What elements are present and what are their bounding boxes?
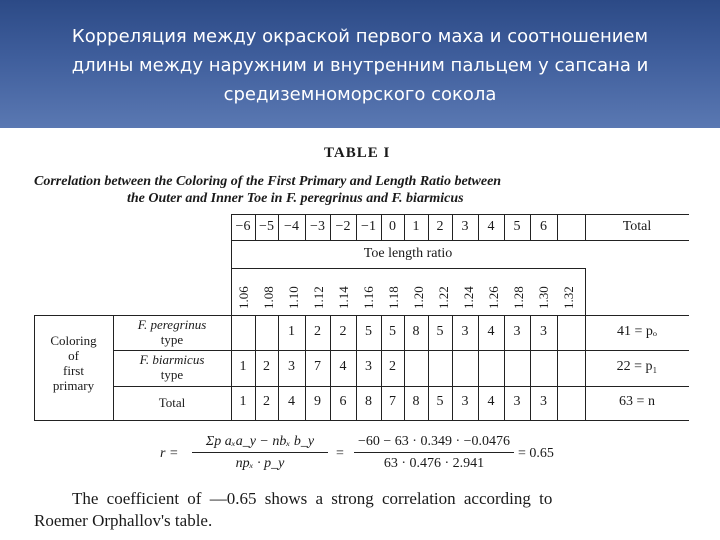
class-value-header: −5 (259, 219, 274, 234)
table-cell: 5 (436, 323, 444, 339)
table-rule (231, 240, 689, 241)
table-cell: 3 (288, 359, 295, 374)
table-cell: 4 (487, 323, 495, 339)
table-cell: 4 (487, 394, 495, 409)
formula-numerator-values: −60 − 63 · 0.349 · −0.0476 (357, 434, 510, 449)
ratio-label: 1.16 (361, 286, 376, 309)
formula-fraction-bar (354, 452, 514, 453)
table-cell: 3 (461, 394, 469, 409)
table-cell: 4 (339, 359, 347, 374)
table-caption-line: the Outer and Inner Toe in F. peregrinus and F. biarmicus (127, 191, 464, 206)
row-group-label-line: primary (52, 378, 95, 393)
row-total: 41 = pₒ (617, 323, 657, 339)
ratio-label: 1.12 (311, 286, 326, 309)
table-cell: 2 (339, 323, 347, 339)
table-cell: 3 (461, 323, 469, 339)
table-cell: 3 (513, 323, 521, 339)
table-rule (231, 214, 689, 215)
class-value-header: −2 (335, 219, 351, 234)
table-cell: 5 (436, 394, 444, 409)
table-cell: 2 (263, 359, 270, 374)
class-value-header: −4 (284, 219, 299, 234)
table-rule (113, 350, 689, 351)
table-cell: 8 (412, 323, 420, 339)
table-caption (34, 173, 704, 207)
row-label-line: F. peregrinus (137, 317, 207, 332)
formula-result: = 0.65 (518, 446, 554, 461)
slide-header (0, 0, 720, 128)
ratio-label: 1.26 (486, 286, 501, 309)
class-value-header: −6 (235, 219, 251, 234)
toe-length-ratio-label: Toe length ratio (363, 246, 453, 261)
ratio-label: 1.18 (386, 286, 401, 309)
ratio-label: 1.14 (336, 286, 351, 309)
class-value-header: 6 (540, 219, 547, 234)
table-rule (34, 420, 689, 421)
row-label (113, 395, 231, 410)
table-cell: 1 (288, 323, 295, 339)
table-rule (557, 315, 558, 420)
table-rule (231, 214, 232, 420)
table-cell: 7 (314, 359, 321, 374)
row-total: 63 = n (619, 394, 655, 409)
table-rule (557, 214, 558, 240)
class-value-header: −1 (361, 219, 376, 234)
table-cell: 5 (389, 323, 396, 339)
row-label-line: F. biarmicus (139, 352, 205, 367)
formula-equals: = (336, 446, 344, 461)
row-label (113, 352, 231, 382)
row-label-line: type (160, 332, 184, 347)
table-cell: 3 (513, 394, 521, 409)
class-value-header: 0 (389, 219, 396, 234)
table-cell: 2 (389, 359, 396, 374)
table-cell: 3 (540, 323, 547, 339)
table-cell: 4 (288, 394, 295, 409)
table-cell: 9 (314, 394, 321, 409)
table-cell: 8 (412, 394, 420, 409)
row-label-line: Total (158, 395, 186, 410)
table-cell: 7 (389, 394, 396, 409)
slide-title (20, 22, 700, 109)
total-header: Total (622, 219, 652, 234)
row-label-line: type (160, 367, 184, 382)
row-group-label-line: first (63, 363, 84, 378)
table-cell: 1 (239, 394, 247, 409)
table-rule (113, 386, 689, 387)
ratio-label: 1.08 (261, 286, 276, 309)
ratio-label: 1.24 (461, 286, 476, 309)
conclusion-text (34, 488, 704, 532)
row-group-label-line: Coloring (50, 333, 97, 348)
formula-numerator: Σp aₓa_y − nbₓ b_y (205, 434, 315, 449)
table-cell: 2 (314, 323, 321, 339)
slide-title-line: средиземноморского сокола (223, 84, 497, 105)
ratio-label: 1.28 (511, 286, 526, 309)
class-value-header: −3 (310, 219, 325, 234)
formula-denominator-values: 63 · 0.476 · 2.941 (383, 456, 485, 471)
table-cell: 5 (365, 323, 372, 339)
table-caption-line: Correlation between the Coloring of the First Primary and Length Ratio between (34, 174, 502, 189)
class-value-header: 5 (513, 219, 521, 234)
ratio-label: 1.22 (436, 286, 451, 309)
table-cell: 8 (365, 394, 372, 409)
row-total: 22 = p₁ (616, 359, 658, 374)
ratio-label: 1.32 (561, 286, 576, 309)
ratio-label: 1.10 (286, 286, 301, 309)
ratio-label: 1.06 (236, 286, 251, 309)
slide-title-line: длины между наружним и внутренним пальцем у сапсана и (71, 55, 649, 76)
class-value-header: 1 (412, 219, 420, 234)
row-group-label-line: of (68, 348, 79, 363)
correlation-formula (160, 432, 580, 482)
formula-fraction-bar (192, 452, 328, 453)
table-title: TABLE I (324, 145, 391, 161)
ratio-label: 1.30 (536, 286, 551, 309)
conclusion-line: The coefficient of —0.65 shows a strong correlation according to (72, 489, 553, 508)
slide-title-line: Корреляция между окраской первого маха и соотношением (71, 26, 649, 47)
ratio-label: 1.20 (411, 286, 426, 309)
row-label (113, 317, 231, 347)
conclusion-line: Roemer Orphallov's table. (34, 511, 213, 530)
formula-lhs: r = (160, 446, 179, 461)
table-cell: 3 (365, 359, 372, 374)
class-value-header: 3 (461, 219, 469, 234)
table-cell: 1 (239, 359, 247, 374)
table-cell: 2 (263, 394, 270, 409)
table-rule (34, 315, 689, 316)
class-value-header: 2 (436, 219, 444, 234)
table-rule (231, 268, 585, 269)
class-value-header: 4 (487, 219, 495, 234)
formula-denominator: npₓ · p_y (235, 456, 285, 471)
table-cell: 3 (540, 394, 547, 409)
row-group-label (34, 333, 113, 393)
table-cell: 6 (339, 394, 347, 409)
